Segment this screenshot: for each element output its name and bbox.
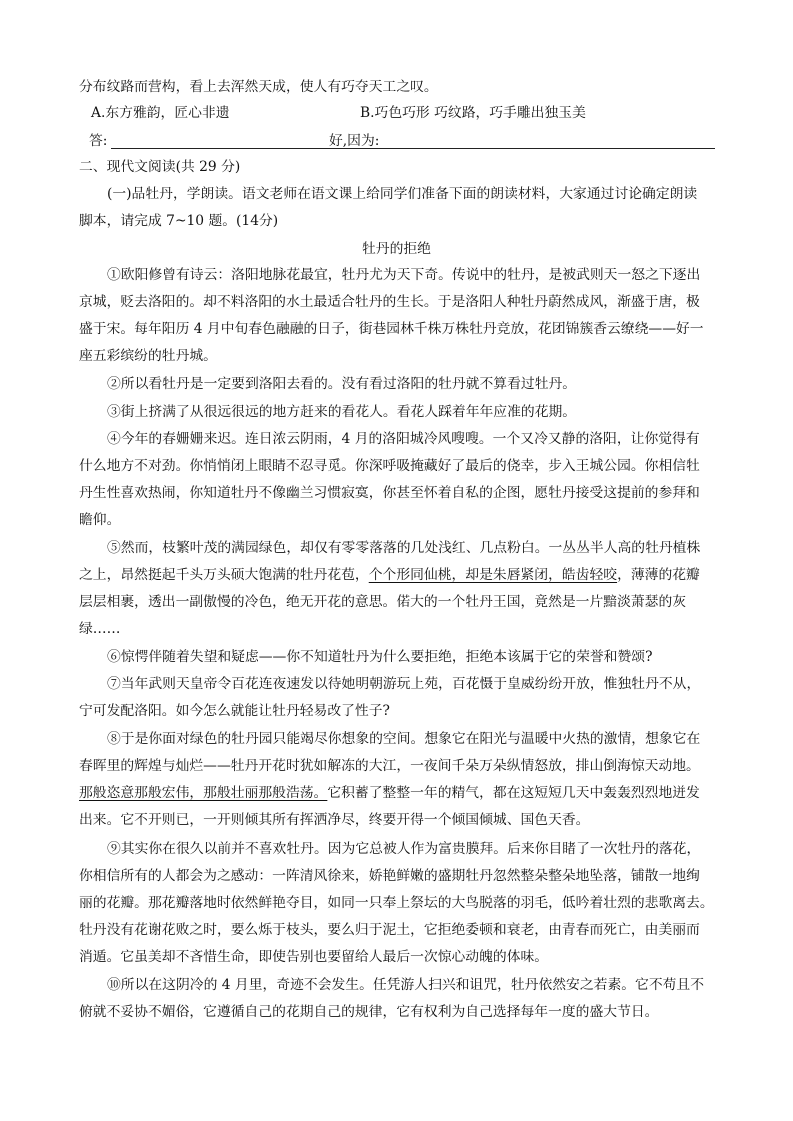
paragraph-1-line: ①欧阳修曾有诗云：洛阳地脉花最宜，牡丹尤为天下奇。传说中的牡丹，是被武则天一怒之下逐出 [107, 267, 701, 283]
paragraph-9-line: ⑨其实你在很久以前并不喜欢牡丹。因为它总被人作为富贵膜拜。后来你目睹了一次牡丹的落花， [107, 841, 701, 857]
previous-question-text: 分布纹路而营构，看上去浑然天成，使人有巧夺天工之叹。 [79, 79, 438, 95]
underlined-sentence: 个个形同仙桃，却是朱唇紧闭，皓齿轻咬 [368, 567, 618, 583]
paragraph-2-line: ②所以看牡丹是一定要到洛阳去看的。没有看过洛阳的牡丹就不算看过牡丹。 [107, 376, 577, 392]
paragraph-8-line: ⑧于是你面对绿色的牡丹园只能竭尽你想象的空间。想象它在阳光与温暖中火热的激情，想象它在 [107, 731, 701, 747]
paragraph-5-line: 层层相裹，透出一副傲慢的冷色，绝无开花的意思。偌大的一个牡丹王国，竟然是一片黯淡萧瑟的灰 [79, 594, 687, 610]
paragraph-8-line: 出来。它不开则已，一开则倾其所有挥洒净尽，终要开得一个倾国倾城、国色天香。 [79, 812, 590, 828]
paragraph-4-line: 瞻仰。 [79, 512, 121, 528]
text-segment: ，薄薄的花瓣 [617, 567, 700, 583]
intro-line-1: (一)品牡丹，学朗读。语文老师在语文课上给同学们准备下面的朗读材料，大家通过讨论确定朗读 [107, 186, 698, 202]
paragraph-1-line: 座五彩缤纷的牡丹城。 [79, 348, 217, 364]
paragraph-1-line: 盛于宋。每年阳历 4 月中旬春色融融的日子，街巷园林千株万株牡丹竞放，花团锦簇香云缭绕——好一 [79, 321, 704, 337]
paragraph-3-line: ③街上挤满了从很远很远的地方赶来的看花人。看花人踩着年年应准的花期。 [107, 404, 577, 420]
answer-label: 答: [89, 133, 108, 149]
intro-line-2: 脚本，请完成 7~10 题。(14分) [79, 213, 279, 229]
paragraph-8-line: 春晖里的辉煌与灿烂——牡丹开花时犹如解冻的大江，一夜间千朵万朵纵情怒放，排山倒海惊天动地。 [79, 758, 700, 774]
paragraph-4-line: 什么地方不对劲。你悄悄闭上眼睛不忍寻觅。你深呼吸掩藏好了最后的侥幸，步入王城公园。你相信牡 [79, 458, 700, 474]
answer-reason-label: 好,因为: [329, 133, 380, 149]
text-segment: 之上，昂然挺起千头万头硕大饱满的牡丹花苞， [79, 567, 369, 583]
article-title: 牡丹的拒绝 [362, 241, 431, 257]
paragraph-7-line: 宁可发配洛阳。如今怎么就能让牡丹轻易改了性子? [79, 703, 390, 719]
underlined-sentence: 那般恣意那般宏伟，那般壮丽那般浩荡。 [79, 785, 328, 801]
paragraph-10-line: ⑩所以在这阴冷的 4 月里，奇迹不会发生。任凭游人扫兴和诅咒，牡丹依然安之若素。它不苟且不 [107, 977, 705, 993]
section-heading: 二、现代文阅读(共 29 分) [79, 159, 241, 175]
paragraph-9-line: 消遁。它虽美却不吝惜生命，即使告别也要留给人最后一次惊心动魄的体味。 [79, 949, 549, 965]
paragraph-5-line: ⑤然而，枝繁叶茂的满园绿色，却仅有零零落落的几处浅红、几点粉白。一丛丛半人高的牡丹植株 [107, 540, 701, 556]
paragraph-10-line: 俯就不妥协不媚俗，它遵循自己的花期自己的规律，它有权利为自己选择每年一度的盛大节日。 [79, 1004, 659, 1020]
paragraph-9-line: 牡丹没有花谢花败之时，要么烁于枝头，要么归于泥土，它拒绝委顿和衰老，由青春而死亡，由美丽而 [79, 922, 700, 938]
paragraph-7-line: ⑦当年武则天皇帝令百花连夜速发以待她明朝游玩上苑，百花慑于皇威纷纷开放，惟独牡丹不从， [107, 676, 701, 692]
option-b: B.巧色巧形 巧纹路，巧手雕出独玉美 [360, 105, 586, 121]
paragraph-6-line: ⑥惊愕伴随着失望和疑虑——你不知道牡丹为什么要拒绝，拒绝本该属于它的荣誉和赞颂? [107, 649, 653, 665]
paragraph-5-line: 绿…… [79, 621, 121, 637]
answer-blank-reason[interactable] [381, 132, 715, 149]
paragraph-9-line: 丽的花瓣。那花瓣落地时依然鲜艳夺目，如同一只奉上祭坛的大鸟脱落的羽毛，低吟着壮烈的悲歌离去。 [79, 895, 714, 911]
answer-row [89, 132, 715, 150]
paragraph-5-line-underlined [79, 566, 719, 584]
paragraph-4-line: 丹生性喜欢热闹，你知道牡丹不像幽兰习惯寂寞，你甚至怀着自私的企图，愿牡丹接受这提前的参拜和 [79, 485, 700, 501]
paragraph-9-line: 你相信所有的人都会为之感动：一阵清风徐来，娇艳鲜嫩的盛期牡丹忽然整朵整朵地坠落，铺散一地绚 [79, 868, 700, 884]
paragraph-8-line-underlined [79, 784, 719, 802]
paragraph-1-line: 京城，贬去洛阳的。却不料洛阳的水土最适合牡丹的生长。于是洛阳人种牡丹蔚然成风，渐盛于唐，极 [79, 294, 700, 310]
text-segment: 它积蓄了整整一年的精气，都在这短短几天中轰轰烈烈地迸发 [327, 785, 700, 801]
paragraph-4-line: ④今年的春姗姗来迟。连日浓云阴雨，4 月的洛阳城冷风嗖嗖。一个又冷又静的洛阳，让你觉得有 [107, 431, 700, 447]
option-a: A.东方雅韵，匠心非遗 [91, 105, 230, 121]
